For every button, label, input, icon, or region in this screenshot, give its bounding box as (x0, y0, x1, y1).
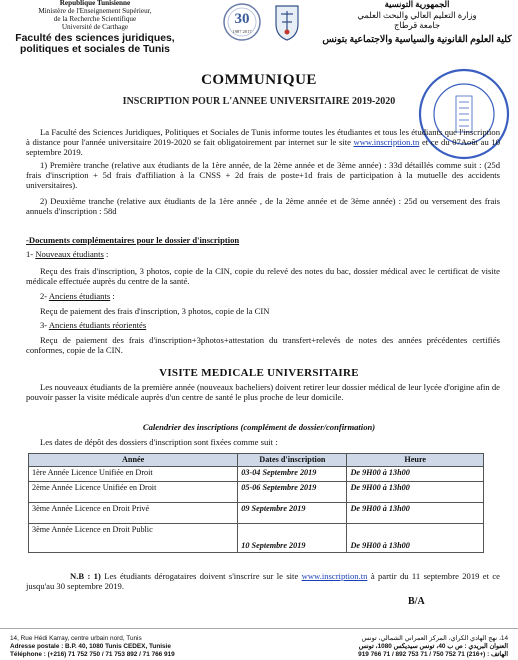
cell-heure: De 9H00 à 13h00 (347, 466, 484, 481)
calendar-heading: Calendrier des inscriptions (complément de dossier/confirmation) (142, 422, 376, 432)
tranche2-paragraph: 2) Deuxième tranche (relative aux étudiants de la 1ère année , de la 2ème année et de 3ème année) : 25d ou versement des frais annuels d'inscription : 58d (26, 196, 500, 217)
nb-inscription-link[interactable]: www.inscription.tn (301, 571, 368, 581)
table-row (29, 523, 484, 552)
docs-section-1-label: Nouveaux étudiants (35, 249, 104, 259)
cell-annee: 2ème Année Licence Unifiée en Droit (29, 481, 238, 502)
docs-section-2-num: 2- (40, 291, 49, 301)
cell-annee: 3ème Année Licence en Droit Public (29, 523, 238, 552)
footer-left (10, 635, 175, 659)
docs-heading (26, 235, 239, 245)
nb-text-2: à partir du 11 septembre 2019 et ce jusqu'au 30 septembre 2019. (26, 571, 500, 592)
footer-address-ar: 14، نهج الهادي الكراي، المركز العمراني الشمالي، تونس (361, 635, 508, 642)
header-left-line: Republique Tunisienne (59, 0, 131, 7)
column-header-annee: Année (29, 454, 238, 467)
header-left-line: Ministère de l'Enseignement Supérieur, (38, 6, 152, 15)
calendar-intro: Les dates de dépôt des dossiers d'inscription sont fixées comme suit : (40, 437, 278, 447)
header-left-line: de la Recherche Scientifique (53, 14, 137, 23)
faculty-name-line1: Faculté des sciences juridiques, (15, 32, 175, 44)
header-left-line: Université de Carthage (61, 22, 129, 31)
docs-section-2-title: 2- Anciens étudiants : (40, 291, 115, 301)
docs-heading-text: -Documents complémentaires pour le dossier d'inscription (26, 235, 240, 245)
cell-dates: 10 Septembre 2019 (238, 523, 347, 552)
header-left-block (0, 0, 190, 56)
footer (0, 628, 518, 660)
footer-phone: Téléphone : (+216) 71 752 750 / 71 753 892 / 71 766 919 (10, 651, 175, 658)
nb-paragraph (26, 571, 500, 591)
table-row (29, 466, 484, 481)
cell-annee: 1ère Année Licence Unifiée en Droit (29, 466, 238, 481)
nb-label: N.B : 1) (70, 571, 101, 581)
footer-address: 14, Rue Hédi Karray, centre urbain nord, Tunis (10, 635, 142, 642)
column-header-heure: Heure (347, 454, 484, 467)
docs-section-1-title: 1- Nouveaux étudiants : (26, 249, 109, 259)
cell-dates: 05-06 Septembre 2019 (238, 481, 347, 502)
footer-postal: Adresse postale : B.P. 40, 1080 Tunis CEDEX, Tunisie (10, 643, 171, 650)
cell-heure: De 9H00 à 13h00 (347, 523, 484, 552)
anniversary-logo-years: 1987 2017 (232, 29, 252, 34)
docs-section-1-num: 1- (26, 249, 36, 259)
docs-section-2-text: Reçu de paiement des frais d'inscription, 3 photos, copie de la CIN (40, 306, 270, 316)
faculty-name-line2: politiques et sociales de Tunis (20, 44, 170, 56)
docs-section-3-label: Anciens étudiants réorientés (48, 320, 147, 330)
tranche1-paragraph: 1) Première tranche (relative aux étudiants de la 1ère année, de la 2ème année et de 3ème année) : 33d détaillés comme suit : (25d frais d'inscription + 5d frais d'affiliation à la CNSS + 2d frais de poste+1d frais de participation à la mutuelle des accidents universitaires). (26, 160, 500, 191)
footer-postal-ar: العنوان البريدي : ص ب 40، تونس سيديكس 1080، تونس (358, 643, 508, 650)
cell-annee: 3ème Année Licence en Droit Privé (29, 502, 238, 523)
header-right-block (322, 0, 512, 46)
docs-section-3-num: 3- (40, 320, 49, 330)
cell-heure: De 9H00 à 13h00 (347, 481, 484, 502)
table-row (29, 481, 484, 502)
cell-dates: 09 Septembre 2019 (238, 502, 347, 523)
docs-section-3-title (40, 320, 146, 330)
anniversary-logo (222, 2, 262, 42)
footer-right (358, 635, 508, 659)
header-right-line: وزارة التعليم العالي والبحث العلمي (357, 10, 477, 20)
signature: B/A (408, 596, 425, 607)
header-right-line: الجمهورية التونسية (384, 0, 450, 9)
intro-text-1: La Faculté des Sciences Juridiques, Politiques et Sociales de Tunis informe toutes les étudiantes et tous les étudiants que l'inscription à distance pour l'année universitaire 2019-2020 se fait obligatoirement par internet sur le site (26, 127, 500, 148)
visite-text: Les nouveaux étudiants de la première année (nouveaux bacheliers) doivent retirer leur dossier médical de leur lycée d'origine afin de pouvoir passer la visite médicale auprès d'un centre de santé le plus proche de leur domicile. (26, 382, 500, 403)
cell-dates: 03-04 Septembre 2019 (238, 466, 347, 481)
page-subtitle: INSCRIPTION POUR L'ANNEE UNIVERSITAIRE 2019-2020 (122, 96, 396, 107)
footer-phone-ar: الهاتف : (+216) 71 752 750 / 71 753 892 / 71 766 919 (358, 651, 508, 658)
docs-section-3-text: Reçu de paiement des frais d'inscription+3photos+attestation du transfert+relevés de notes des années précédentes certifiés conformes, copie de la CIN. (26, 335, 500, 356)
header-right-line: جامعة قرطاج (393, 21, 441, 30)
docs-section-1-text: Reçu des frais d'inscription, 3 photos, copie de la CIN, copie du relevé des notes du bac, dossier médical avec le certificat de visite médicale effectuée auprès du centre de la santé. (26, 266, 500, 287)
schedule-table (28, 453, 484, 553)
intro-text-2: et ce du 07Août au 10 septembre 2019. (26, 137, 500, 158)
page-title: COMMUNIQUE (201, 72, 317, 88)
intro-paragraph (26, 127, 500, 157)
table-row (29, 502, 484, 523)
docs-section-2-label: Anciens étudiants (48, 291, 111, 301)
nb-text-1: Les étudiants dérogataires doivent s'inscrire sur le site (100, 571, 302, 581)
faculty-emblem (272, 2, 302, 42)
anniversary-logo-number: 30 (234, 11, 250, 27)
visite-heading: VISITE MEDICALE UNIVERSITAIRE (159, 367, 359, 379)
table-header-row (29, 454, 484, 467)
cell-heure: De 9H00 à 13h00 (347, 502, 484, 523)
column-header-dates: Dates d'inscription (238, 454, 347, 467)
header-right-faculty: كلية العلوم القانونية والسياسية والاجتماعية بتونس (322, 34, 512, 45)
inscription-link[interactable]: www.inscription.tn (353, 137, 420, 148)
